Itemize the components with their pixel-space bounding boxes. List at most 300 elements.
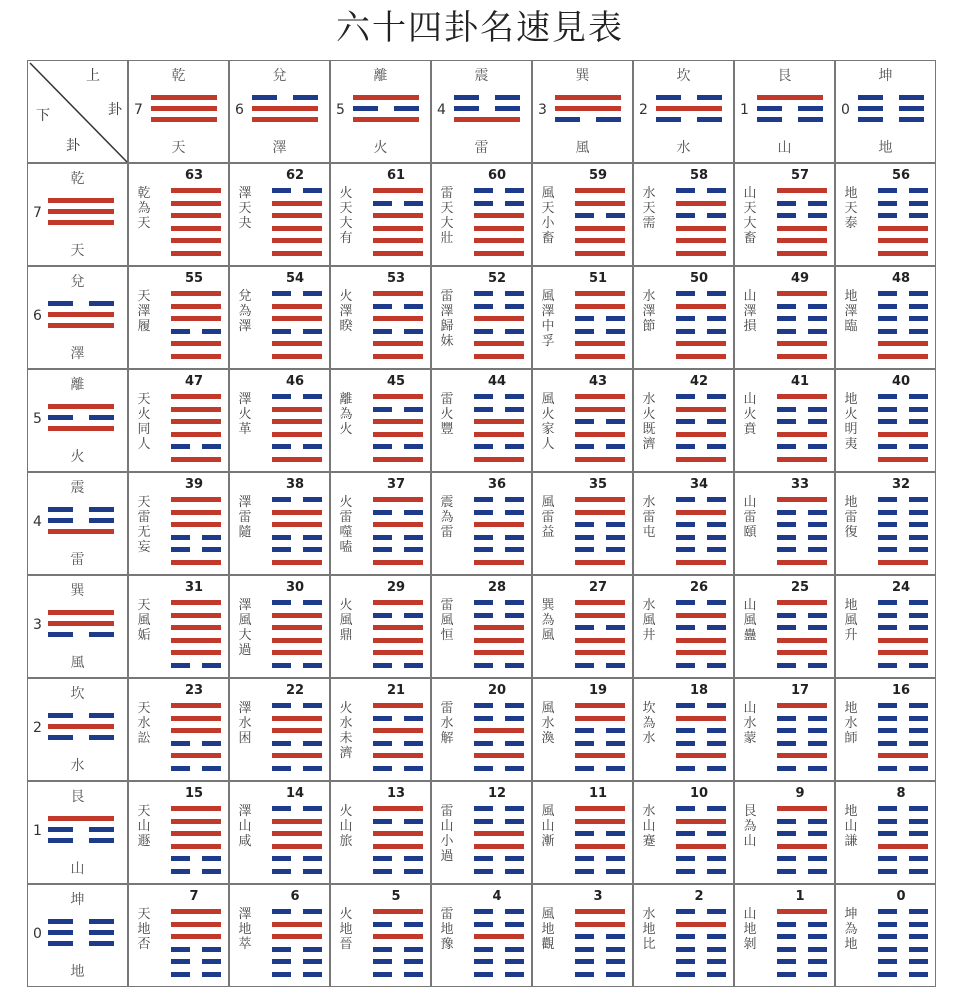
hexagram-symbol: [878, 703, 928, 778]
line-segment: [48, 220, 114, 225]
yang-line: [373, 497, 423, 502]
line-segment: [697, 117, 722, 122]
line-segment: [505, 201, 524, 206]
line-segment: [373, 497, 423, 502]
hexagram-symbol: [676, 291, 726, 366]
yin-line: [474, 329, 524, 334]
trigram-number: 3: [33, 617, 42, 633]
line-segment: [707, 831, 726, 836]
line-segment: [303, 600, 322, 605]
line-segment: [909, 716, 928, 721]
line-segment: [171, 394, 221, 399]
line-segment: [404, 959, 423, 964]
hexagram-number: 54: [285, 271, 305, 286]
yang-line: [373, 703, 423, 708]
line-segment: [676, 394, 695, 399]
hexagram-name: 雷天大壯: [440, 186, 454, 246]
yang-line: [575, 432, 625, 437]
hexagram-name: 山火賁: [743, 392, 757, 437]
line-segment: [89, 941, 114, 946]
hexagram-number: 37: [386, 477, 406, 492]
yang-line: [878, 354, 928, 359]
trigram-symbol: [454, 95, 520, 128]
line-segment: [575, 547, 594, 552]
yin-line: [575, 522, 625, 527]
yin-line: [777, 329, 827, 334]
yang-line: [373, 457, 423, 462]
yin-line: [252, 95, 318, 100]
line-segment: [48, 610, 114, 615]
yin-line: [373, 304, 423, 309]
yang-line: [575, 650, 625, 655]
line-segment: [909, 444, 928, 449]
hexagram-number: 40: [891, 374, 911, 389]
yin-line: [272, 394, 322, 399]
hexagram-symbol: [575, 394, 625, 469]
line-segment: [252, 106, 318, 111]
hexagram-symbol: [272, 291, 322, 366]
line-segment: [676, 716, 726, 721]
hexagram-number: 60: [487, 168, 507, 183]
yang-line: [171, 650, 221, 655]
line-segment: [272, 613, 322, 618]
yin-line: [676, 394, 726, 399]
hexagram-cell-56: [835, 163, 936, 266]
line-segment: [575, 613, 625, 618]
line-segment: [676, 419, 695, 424]
yang-line: [373, 728, 423, 733]
hexagram-cell-21: [330, 678, 431, 781]
trigram-element: 風: [70, 655, 85, 671]
hexagram-cell-28: [431, 575, 532, 678]
yang-line: [151, 117, 217, 122]
line-segment: [373, 251, 423, 256]
line-segment: [474, 201, 493, 206]
hexagram-name: 火地晉: [339, 907, 353, 952]
hexagram-name: 天山遯: [137, 804, 151, 849]
yang-line: [575, 753, 625, 758]
line-segment: [878, 934, 897, 939]
line-segment: [676, 201, 726, 206]
yang-line: [575, 600, 625, 605]
yin-line: [676, 766, 726, 771]
line-segment: [202, 856, 221, 861]
line-segment: [474, 304, 493, 309]
yang-line: [777, 394, 827, 399]
line-segment: [474, 316, 524, 321]
line-segment: [777, 922, 796, 927]
yin-line: [474, 188, 524, 193]
line-segment: [777, 419, 796, 424]
line-segment: [777, 625, 796, 630]
line-segment: [48, 426, 114, 431]
line-segment: [808, 934, 827, 939]
yang-line: [171, 844, 221, 849]
line-segment: [303, 856, 322, 861]
yin-line: [474, 909, 524, 914]
yang-line: [474, 522, 524, 527]
yin-line: [272, 766, 322, 771]
line-segment: [272, 226, 322, 231]
yang-line: [171, 522, 221, 527]
line-segment: [474, 522, 524, 527]
yang-line: [171, 497, 221, 502]
line-segment: [676, 909, 695, 914]
yin-line: [272, 703, 322, 708]
hexagram-symbol: [777, 806, 827, 881]
yang-line: [272, 638, 322, 643]
line-segment: [777, 819, 796, 824]
line-segment: [808, 819, 827, 824]
trigram-element: 地: [70, 964, 85, 980]
line-segment: [474, 329, 493, 334]
line-segment: [707, 959, 726, 964]
line-segment: [808, 547, 827, 552]
line-segment: [373, 703, 423, 708]
line-segment: [575, 947, 594, 952]
hexagram-symbol: [272, 188, 322, 263]
yang-line: [575, 613, 625, 618]
hexagram-number: 1: [795, 889, 805, 904]
line-segment: [505, 806, 524, 811]
yin-line: [272, 909, 322, 914]
line-segment: [909, 934, 928, 939]
yin-line: [777, 819, 827, 824]
line-segment: [808, 522, 827, 527]
line-segment: [48, 404, 114, 409]
yin-line: [878, 716, 928, 721]
hexagram-cell-8: [835, 781, 936, 884]
hexagram-symbol: [575, 497, 625, 572]
line-segment: [909, 922, 928, 927]
line-segment: [373, 934, 423, 939]
line-segment: [575, 457, 625, 462]
yin-line: [878, 316, 928, 321]
yang-line: [48, 198, 114, 203]
yin-line: [373, 869, 423, 874]
yang-line: [272, 213, 322, 218]
hexagram-cell-5: [330, 884, 431, 987]
hexagram-cell-13: [330, 781, 431, 884]
line-segment: [777, 329, 796, 334]
yin-line: [878, 922, 928, 927]
trigram-number: 1: [33, 823, 42, 839]
yang-line: [676, 457, 726, 462]
line-segment: [878, 432, 928, 437]
line-segment: [303, 188, 322, 193]
line-segment: [606, 869, 625, 874]
line-segment: [555, 117, 580, 122]
yang-line: [676, 613, 726, 618]
line-segment: [171, 354, 221, 359]
line-segment: [777, 638, 827, 643]
line-segment: [474, 432, 524, 437]
yang-line: [171, 251, 221, 256]
yang-line: [171, 510, 221, 515]
line-segment: [575, 560, 625, 565]
line-segment: [272, 407, 322, 412]
hexagram-name: 雷火豐: [440, 392, 454, 437]
yin-line: [272, 444, 322, 449]
trigram-name: 兌: [70, 274, 85, 290]
yin-line: [474, 394, 524, 399]
hexagram-symbol: [777, 600, 827, 675]
hexagram-name: 水雷屯: [642, 495, 656, 540]
yang-line: [272, 522, 322, 527]
yin-line: [373, 819, 423, 824]
hexagram-cell-3: [532, 884, 633, 987]
yin-line: [676, 291, 726, 296]
line-segment: [404, 201, 423, 206]
yang-line: [474, 251, 524, 256]
yang-line: [171, 201, 221, 206]
line-segment: [878, 716, 897, 721]
line-segment: [707, 625, 726, 630]
trigram-symbol: [48, 198, 114, 231]
line-segment: [798, 106, 823, 111]
yin-line: [878, 394, 928, 399]
line-segment: [575, 922, 625, 927]
line-segment: [575, 419, 594, 424]
line-segment: [272, 819, 322, 824]
line-segment: [676, 291, 695, 296]
line-segment: [272, 213, 322, 218]
hexagram-symbol: [373, 909, 423, 984]
yin-line: [878, 806, 928, 811]
line-segment: [878, 947, 897, 952]
line-segment: [808, 728, 827, 733]
line-segment: [373, 959, 392, 964]
line-segment: [777, 316, 796, 321]
yin-line: [171, 869, 221, 874]
line-segment: [777, 831, 796, 836]
hexagram-symbol: [373, 600, 423, 675]
line-segment: [858, 95, 883, 100]
yang-line: [676, 354, 726, 359]
line-segment: [606, 831, 625, 836]
line-segment: [171, 638, 221, 643]
line-segment: [303, 535, 322, 540]
yin-line: [676, 663, 726, 668]
lower-trigram-3: [27, 575, 128, 678]
line-segment: [272, 831, 322, 836]
line-segment: [505, 510, 524, 515]
yin-line: [878, 329, 928, 334]
yang-line: [878, 238, 928, 243]
upper-trigram-5: [330, 60, 431, 163]
yin-line: [777, 625, 827, 630]
yin-line: [676, 703, 726, 708]
yin-line: [353, 106, 419, 111]
line-segment: [878, 959, 897, 964]
line-segment: [505, 497, 524, 502]
hexagram-cell-22: [229, 678, 330, 781]
line-segment: [171, 856, 190, 861]
line-segment: [474, 560, 524, 565]
yin-line: [272, 806, 322, 811]
hexagram-symbol: [777, 188, 827, 263]
line-segment: [575, 510, 625, 515]
line-segment: [575, 341, 625, 346]
line-segment: [48, 941, 73, 946]
line-segment: [171, 831, 221, 836]
trigram-element: 水: [676, 140, 691, 156]
hexagram-cell-45: [330, 369, 431, 472]
trigram-number: 0: [841, 102, 850, 118]
hexagram-name: 山天大畜: [743, 186, 757, 246]
yang-line: [373, 638, 423, 643]
yin-line: [171, 972, 221, 977]
line-segment: [909, 497, 928, 502]
yin-line: [48, 632, 114, 637]
line-segment: [474, 394, 493, 399]
hexagram-cell-43: [532, 369, 633, 472]
hexagram-number: 25: [790, 580, 810, 595]
hexagram-name: 雷山小過: [440, 804, 454, 864]
trigram-name: 艮: [777, 68, 792, 84]
line-segment: [373, 547, 392, 552]
line-segment: [798, 117, 823, 122]
line-segment: [272, 251, 322, 256]
line-segment: [272, 316, 322, 321]
line-segment: [373, 535, 392, 540]
yang-line: [353, 117, 419, 122]
yang-line: [272, 716, 322, 721]
line-segment: [474, 819, 493, 824]
hexagram-symbol: [474, 394, 524, 469]
yin-line: [575, 213, 625, 218]
hexagram-cell-31: [128, 575, 229, 678]
hexagram-name: 風地觀: [541, 907, 555, 952]
hexagram-cell-50: [633, 266, 734, 369]
line-segment: [171, 934, 221, 939]
yang-line: [777, 226, 827, 231]
hexagram-number: 21: [386, 683, 406, 698]
hexagram-name: 風天小畜: [541, 186, 555, 246]
line-segment: [171, 547, 190, 552]
line-segment: [373, 329, 392, 334]
line-segment: [909, 766, 928, 771]
hexagram-number: 2: [694, 889, 704, 904]
yin-line: [575, 741, 625, 746]
yang-line: [474, 650, 524, 655]
hexagram-name: 風澤中孚: [541, 289, 555, 349]
yang-line: [373, 909, 423, 914]
yang-line: [575, 560, 625, 565]
yin-line: [656, 95, 722, 100]
line-segment: [575, 934, 594, 939]
line-segment: [505, 329, 524, 334]
trigram-symbol: [151, 95, 217, 128]
hexagram-name: 澤風大過: [238, 598, 252, 658]
yang-line: [454, 117, 520, 122]
yin-line: [373, 535, 423, 540]
line-segment: [555, 106, 621, 111]
yin-line: [474, 972, 524, 977]
line-segment: [777, 407, 796, 412]
yang-line: [272, 432, 322, 437]
hexagram-symbol: [676, 806, 726, 881]
corner-label-upper: 上: [86, 68, 100, 84]
yang-line: [474, 728, 524, 733]
corner-label-lower: 下: [36, 108, 50, 124]
yin-line: [777, 856, 827, 861]
yin-line: [171, 444, 221, 449]
yang-line: [474, 432, 524, 437]
hexagram-name: 天地否: [137, 907, 151, 952]
yin-line: [373, 201, 423, 206]
hexagram-name: 山地剝: [743, 907, 757, 952]
line-segment: [808, 716, 827, 721]
hexagram-name: 水山蹇: [642, 804, 656, 849]
hexagram-cell-36: [431, 472, 532, 575]
line-segment: [474, 753, 524, 758]
trigram-name: 乾: [70, 171, 85, 187]
line-segment: [495, 95, 520, 100]
yin-line: [878, 959, 928, 964]
line-segment: [353, 95, 419, 100]
line-segment: [676, 934, 695, 939]
hexagram-symbol: [878, 806, 928, 881]
line-segment: [909, 188, 928, 193]
line-segment: [373, 238, 423, 243]
hexagram-number: 17: [790, 683, 810, 698]
hexagram-number: 19: [588, 683, 608, 698]
hexagram-name: 澤水困: [238, 701, 252, 746]
corner-label-gua: 卦: [108, 102, 122, 118]
line-segment: [373, 663, 392, 668]
line-segment: [474, 663, 493, 668]
line-segment: [909, 613, 928, 618]
line-segment: [676, 819, 726, 824]
line-segment: [303, 703, 322, 708]
line-segment: [808, 304, 827, 309]
trigram-number: 2: [33, 720, 42, 736]
hexagram-cell-55: [128, 266, 229, 369]
line-segment: [404, 613, 423, 618]
hexagram-name: 天雷无妄: [137, 495, 151, 555]
line-segment: [454, 117, 520, 122]
hexagram-cell-54: [229, 266, 330, 369]
line-segment: [575, 972, 594, 977]
line-segment: [202, 869, 221, 874]
line-segment: [48, 323, 114, 328]
yin-line: [373, 510, 423, 515]
yang-line: [171, 354, 221, 359]
yin-line: [757, 106, 823, 111]
yin-line: [575, 419, 625, 424]
yin-line: [272, 856, 322, 861]
yang-line: [474, 934, 524, 939]
line-segment: [272, 547, 291, 552]
yin-line: [878, 625, 928, 630]
hexagram-symbol: [373, 188, 423, 263]
yang-line: [48, 312, 114, 317]
yin-line: [575, 947, 625, 952]
line-segment: [606, 316, 625, 321]
hexagram-name: 澤火革: [238, 392, 252, 437]
hexagram-name: 雷水解: [440, 701, 454, 746]
line-segment: [808, 766, 827, 771]
line-segment: [606, 625, 625, 630]
hexagram-number: 36: [487, 477, 507, 492]
yin-line: [171, 663, 221, 668]
hexagram-number: 27: [588, 580, 608, 595]
yin-line: [676, 947, 726, 952]
line-segment: [575, 703, 625, 708]
yang-line: [48, 529, 114, 534]
line-segment: [777, 869, 796, 874]
